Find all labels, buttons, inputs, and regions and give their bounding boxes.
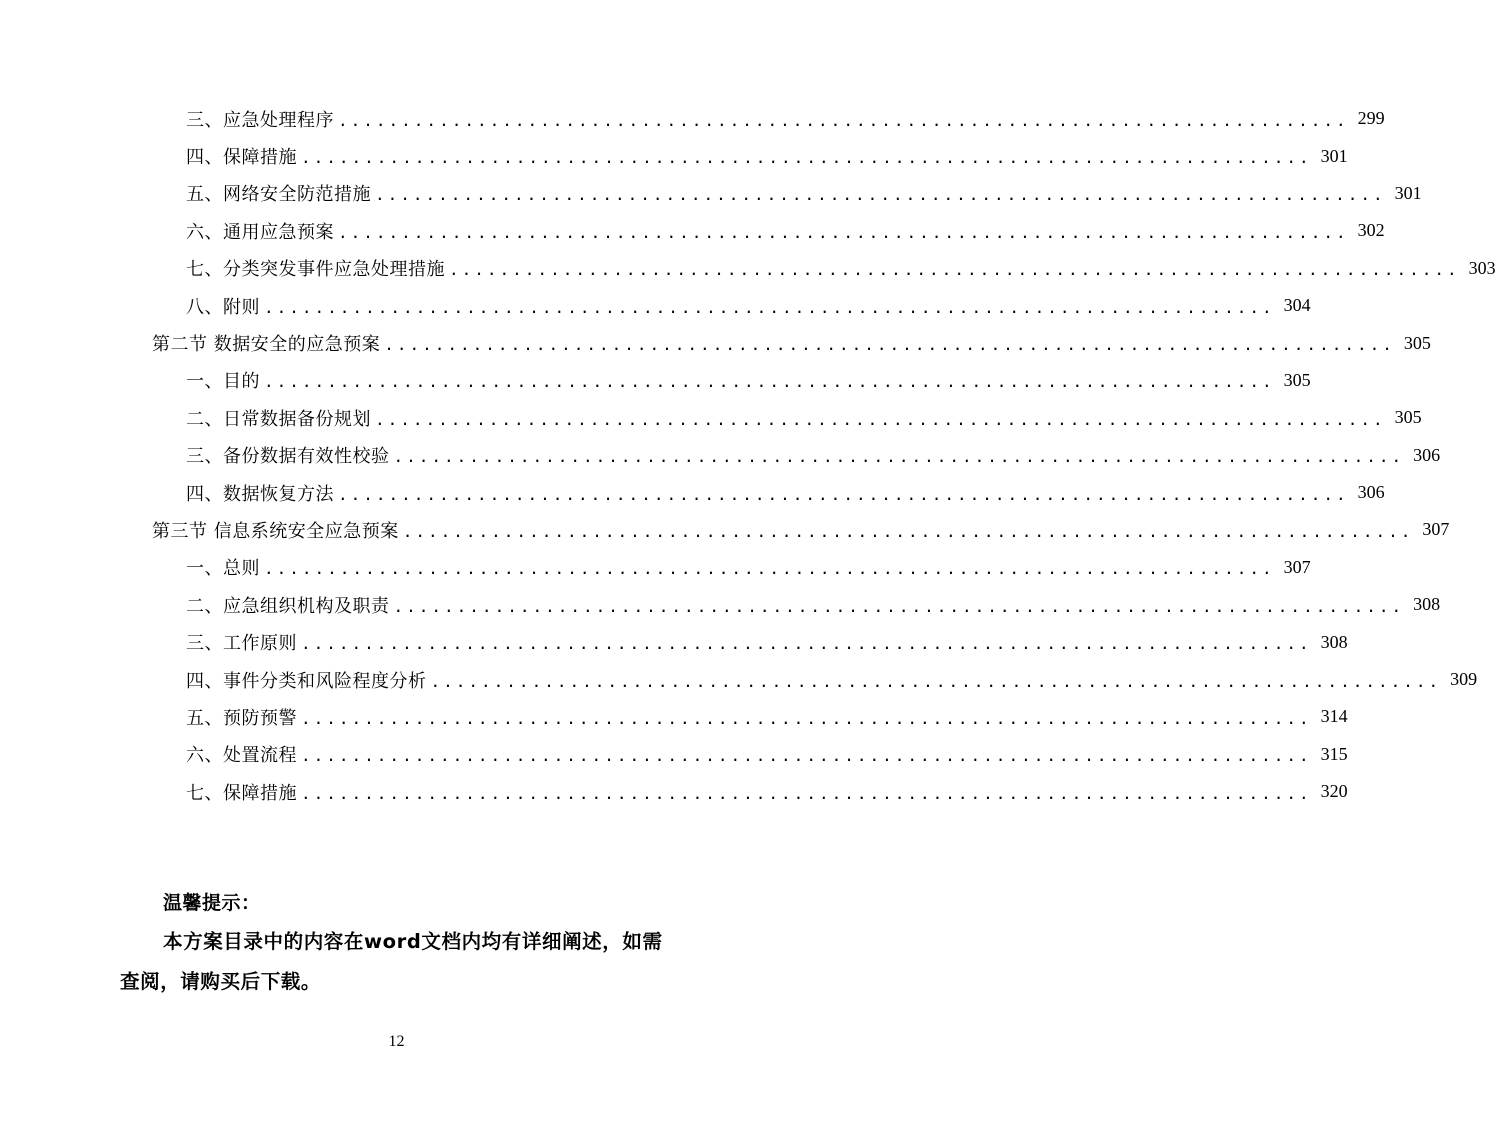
toc-entry[interactable] (0, 362, 1311, 399)
toc-entry[interactable] (0, 511, 1450, 548)
toc-entry-page: 301 (1394, 182, 1422, 203)
toc-entry[interactable] (0, 736, 1348, 773)
toc-dot-leader: ................................................................................ (338, 110, 1349, 130)
toc-entry[interactable] (0, 773, 1348, 810)
toc-entry-title: 三、应急处理程序 (186, 109, 334, 131)
tip-body: 本方案目录中的内容在word文档内均有详细阐述，如需查阅，请购买后下载。 (120, 930, 663, 993)
toc-entry[interactable] (0, 661, 1478, 698)
toc-entry[interactable] (0, 324, 1431, 361)
toc-entry-title: 七、分类突发事件应急处理措施 (186, 259, 445, 281)
toc-dot-leader: ................................................................................ (375, 409, 1386, 429)
toc-dot-leader: ................................................................................ (264, 372, 1275, 392)
toc-entry[interactable] (0, 623, 1348, 660)
toc-dot-leader: ................................................................................ (301, 634, 1312, 654)
toc-entry-title: 四、数据恢复方法 (186, 483, 334, 505)
toc-entry-page: 302 (1357, 220, 1385, 241)
toc-dot-leader: ................................................................................ (375, 185, 1386, 205)
toc-entry-title: 一、总则 (186, 558, 260, 580)
toc-entry[interactable] (0, 175, 1422, 212)
toc-dot-leader: ................................................................................ (301, 746, 1312, 766)
toc-entry-title: 五、网络安全防范措施 (186, 184, 371, 206)
toc-dot-leader: ................................................................................ (430, 671, 1442, 691)
toc-entry-page: 301 (1320, 145, 1348, 166)
toc-dot-leader: ................................................................................ (402, 521, 1414, 541)
toc-entry-page: 309 (1450, 669, 1478, 690)
toc-entry-title: 七、保障措施 (186, 782, 297, 804)
toc-entry-title: 八、附则 (186, 296, 260, 318)
toc-entry[interactable] (0, 586, 1441, 623)
toc-dot-leader: ................................................................................ (393, 596, 1405, 616)
toc-entry[interactable] (0, 437, 1441, 474)
toc-entry-title: 六、处置流程 (186, 745, 297, 767)
toc-dot-leader: ................................................................................ (338, 484, 1349, 504)
toc-entry[interactable] (0, 137, 1348, 174)
toc-dot-leader: ................................................................................ (449, 260, 1460, 280)
page-number: 12 (388, 1033, 405, 1050)
toc-entry-title: 二、应急组织机构及职责 (186, 595, 390, 617)
toc-dot-leader: ................................................................................ (393, 447, 1405, 467)
toc-entry-title: 第二节 数据安全的应急预案 (152, 334, 381, 356)
toc-entry-title: 四、保障措施 (186, 147, 297, 169)
toc-entry-title: 三、备份数据有效性校验 (186, 446, 390, 468)
toc-entry[interactable] (0, 399, 1422, 436)
toc-entry-page: 305 (1283, 369, 1311, 390)
toc-entry-page: 306 (1357, 482, 1385, 503)
toc-entry-title: 三、工作原则 (186, 633, 297, 655)
toc-entry[interactable] (0, 549, 1311, 586)
toc-entry[interactable] (0, 287, 1311, 324)
toc-entry-page: 306 (1413, 444, 1441, 465)
toc-entry-title: 五、预防预警 (186, 707, 297, 729)
toc-dot-leader: ................................................................................ (301, 148, 1312, 168)
toc-entry-title: 四、事件分类和风险程度分析 (186, 670, 427, 692)
tip-heading: 温馨提示： (163, 892, 261, 914)
toc-dot-leader: ................................................................................ (338, 222, 1349, 242)
toc-entry-page: 304 (1283, 295, 1311, 316)
toc-entry[interactable] (0, 698, 1348, 735)
toc-entry-title: 二、日常数据备份规划 (186, 408, 371, 430)
toc-entry-page: 308 (1320, 631, 1348, 652)
toc-entry-page: 307 (1283, 556, 1311, 577)
toc-dot-leader: ................................................................................ (264, 297, 1275, 317)
toc-entry-page: 303 (1468, 257, 1496, 278)
toc-entry-page: 305 (1403, 332, 1431, 353)
toc-entry[interactable] (0, 474, 1385, 511)
toc-dot-leader: ................................................................................ (301, 783, 1312, 803)
toc-dot-leader: ................................................................................ (264, 559, 1275, 579)
toc-entry-page: 299 (1357, 108, 1385, 129)
toc-entry-title: 第三节 信息系统安全应急预案 (152, 520, 399, 542)
toc-entry-page: 314 (1320, 706, 1348, 727)
toc-entry[interactable] (0, 250, 1496, 287)
toc-entry-title: 一、目的 (186, 371, 260, 393)
toc-dot-leader: ................................................................................ (301, 708, 1312, 728)
toc-entry-page: 305 (1394, 407, 1422, 428)
toc-dot-leader: ................................................................................ (384, 335, 1395, 355)
toc-entry[interactable] (0, 100, 1385, 137)
table-of-contents (0, 100, 1496, 810)
toc-entry-page: 307 (1422, 519, 1450, 540)
toc-entry[interactable] (0, 212, 1385, 249)
toc-entry-page: 320 (1320, 781, 1348, 802)
toc-entry-page: 315 (1320, 743, 1348, 764)
toc-entry-page: 308 (1413, 594, 1441, 615)
toc-entry-title: 六、通用应急预案 (186, 221, 334, 243)
